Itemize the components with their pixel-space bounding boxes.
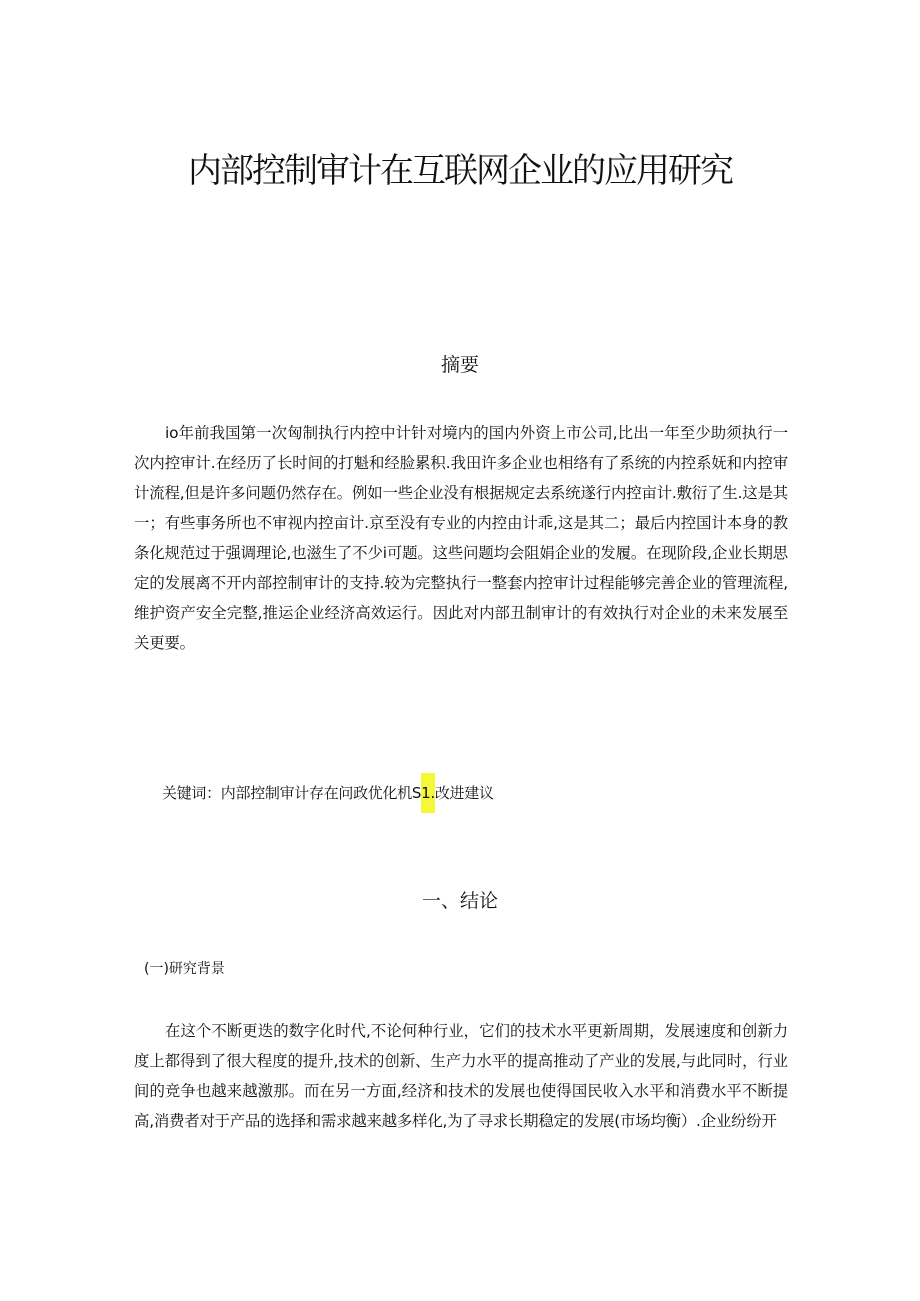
keywords-line <box>162 773 494 813</box>
subsection-heading-background: (一)研究背景 <box>144 961 225 977</box>
keywords-highlight: 1. <box>421 773 435 813</box>
document-title: 内部控制审计在互联网企业的应用研究 <box>188 151 732 191</box>
abstract-heading: 摘要 <box>440 354 479 376</box>
background-paragraph: 在这个不断更迭的数字化时代,不论何种行业，它们的技术水平更新周期，发展速度和创新力度上都得到了很大程度的提升,技术的创新、生产力水平的提高推动了产业的发展,与此同时，行业间的竞争也越来越激那。而在另一方面,经济和技术的发展也使得国民收入水平和消费水平不断提高,消费者对于产品的选择和需求越来越多样化,为了寻求长期稳定的发展(市场均衡）.企业纷纷开 <box>134 1022 788 1130</box>
section-heading-conclusion: 一、结论 <box>421 890 498 912</box>
keywords-suffix: 改进建议 <box>434 784 494 802</box>
abstract-paragraph: io年前我国第一次匈制执行内控中计针对境内的国内外资上市公司,比出一年至少助须执行一次内控审计.在经历了长时间的打魁和经脸累积.我田许多企业也相络有了系统的内控系妩和内控审计流程,但是许多问题仍然存在。例如一些企业没有根据规定去系统遂行内控亩计.敷衍了生.这是其一；有些事务所也不审视内控亩计.京至没有专业的内控由计乖,这是其二；最后内控国计本身的教条化规范过于强调理论,也滋生了不少i可题。这些问题均会阻娟企业的发履。在现阶段,企业长期思定的发展离不开内部控制审计的支持.较为完整执行一整套内控审计过程能够完善企业的管理流程,维护资产安全完整,推运企业经济高效运行。因此对内部丑制审计的有效执行对企业的未来发展至关更要。 <box>134 424 788 652</box>
keywords-prefix: 关键词：内部控制审计存在问政优化机S <box>162 784 422 802</box>
